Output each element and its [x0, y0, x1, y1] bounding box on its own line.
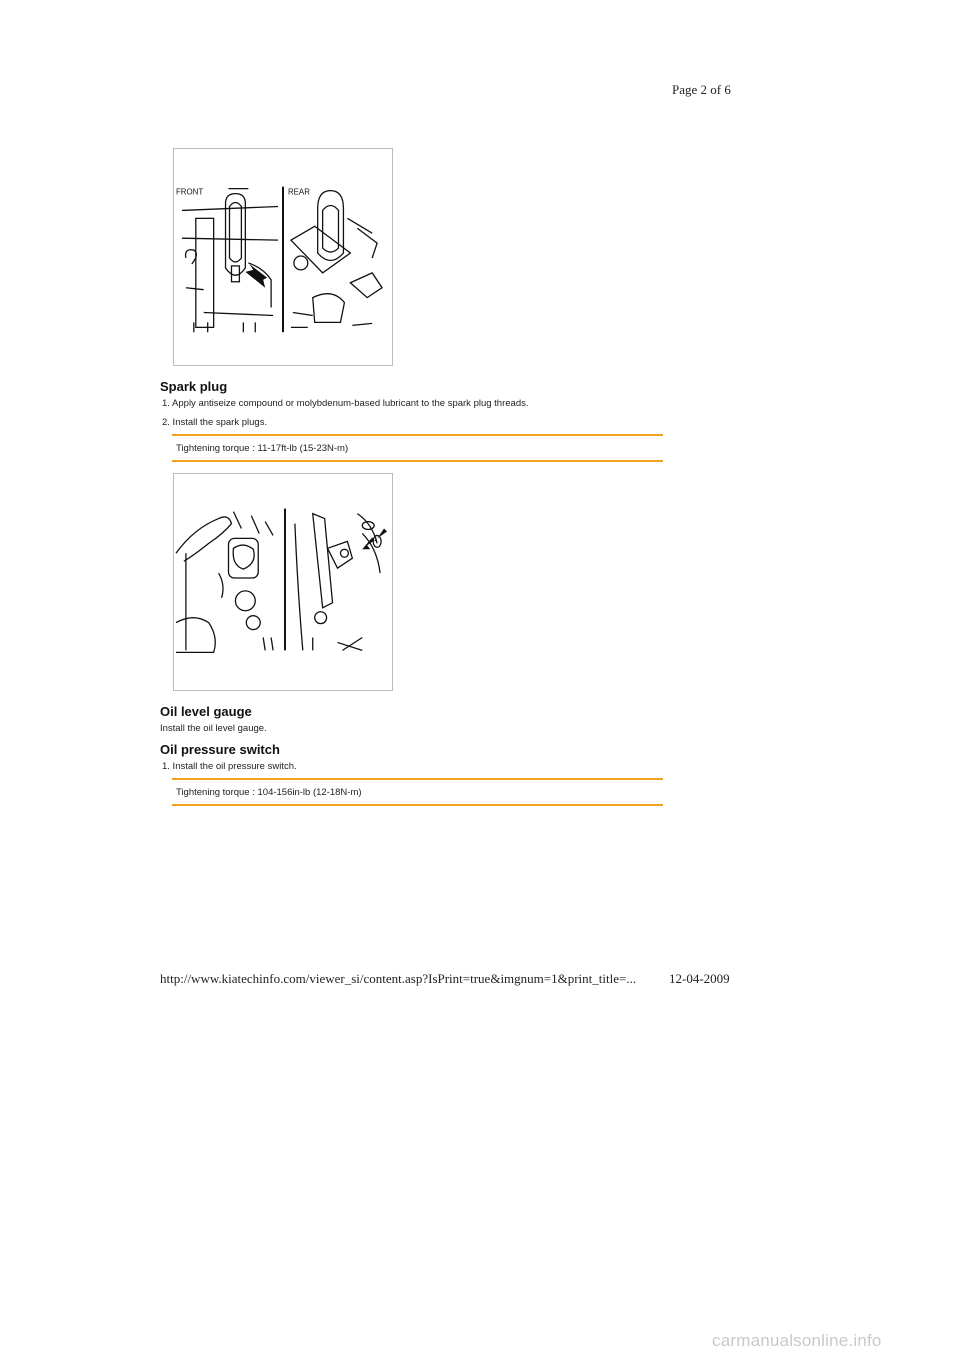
oil-level-gauge-illustration: [174, 474, 392, 690]
spark-plug-illustration: [174, 149, 392, 365]
footer-date: 12-04-2009: [669, 971, 730, 986]
watermark: carmanualsonline.info: [712, 1331, 882, 1350]
page-number: Page 2 of 6: [672, 82, 731, 97]
figure-front-label: FRONT: [175, 187, 204, 197]
spark-plug-title: Spark plug: [160, 379, 228, 394]
spark-plug-step-2: 2. Install the spark plugs.: [162, 417, 268, 428]
spark-plug-torque-box: [172, 434, 663, 462]
oil-pressure-switch-step-1: 1. Install the oil pressure switch.: [162, 761, 297, 772]
oil-pressure-switch-title: Oil pressure switch: [160, 742, 280, 757]
oil-pressure-switch-torque-text: Tightening torque : 104-156in-lb (12-18N-m): [176, 787, 362, 798]
oil-level-gauge-figure: [173, 473, 393, 691]
spark-plug-torque-text: Tightening torque : 11-17ft-lb (15-23N-m): [176, 443, 349, 454]
oil-pressure-switch-torque-box: [172, 778, 663, 806]
figure-rear-label: REAR: [287, 187, 310, 197]
oil-level-gauge-title: Oil level gauge: [160, 704, 252, 719]
footer-url: http://www.kiatechinfo.com/viewer_si/content.asp?IsPrint=true&imgnum=1&print_title=...: [160, 971, 637, 986]
spark-plug-step-1: 1. Apply antiseize compound or molybdenum-based lubricant to the spark plug threads.: [162, 398, 529, 409]
spark-plug-figure: [173, 148, 393, 366]
oil-level-gauge-text: Install the oil level gauge.: [160, 723, 267, 734]
